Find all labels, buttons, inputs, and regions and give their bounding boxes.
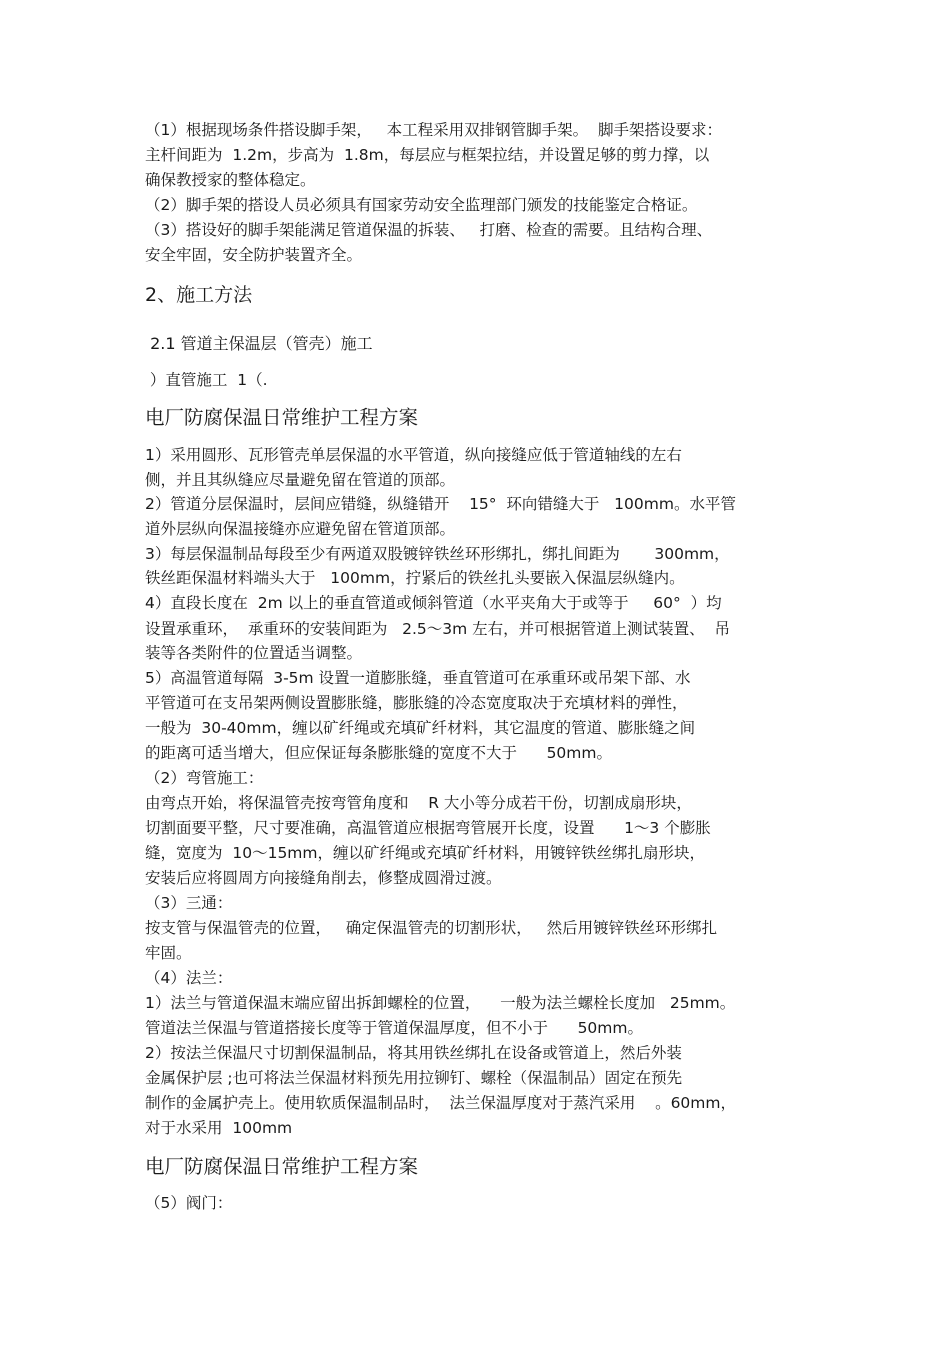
text-line: 一般为 30-40mm，缠以矿纤绳或充填矿纤材料，其它温度的管道、膨胀缝之间 [145, 719, 696, 737]
text-line: （5）阀门： [145, 1194, 233, 1212]
text-line: 2）按法兰保温尺寸切割保温制品，将其用铁丝绑扎在设备或管道上，然后外装 [145, 1044, 682, 1062]
subsection-heading: 2.1 管道主保温层（管壳）施工 [145, 334, 373, 353]
text-line: 由弯点开始，将保温管壳按弯管角度和 R 大小等分成若干份，切割成扇形块， [145, 794, 692, 812]
text-line: 主杆间距为 1.2m，步高为 1.8m，每层应与框架拉结，并设置足够的剪力撑，以 [145, 146, 710, 164]
text-line: 1）采用圆形、瓦形管壳单层保温的水平管道，纵向接缝应低于管道轴线的左右 [145, 446, 682, 464]
text-line: 管道法兰保温与管道搭接长度等于管道保温厚度，但不小于 50mm。 [145, 1019, 643, 1037]
text-line: 切割面要平整，尺寸要准确，高温管道应根据弯管展开长度，设置 1～3 个膨胀 [145, 819, 711, 837]
page-title: 电厂防腐保温日常维护工程方案 [145, 1155, 419, 1178]
text-line: 4）直段长度在 2m 以上的垂直管道或倾斜管道（水平夹角大于或等于 60° ）均 [145, 594, 722, 612]
text-line: 3）每层保温制品每段至少有两道双股镀锌铁丝环形绑扎，绑扎间距为 300mm， [145, 545, 730, 563]
text-line: 装等各类附件的位置适当调整。 [145, 644, 363, 662]
text-line: 牢固。 [145, 944, 192, 962]
page-title: 电厂防腐保温日常维护工程方案 [145, 406, 419, 429]
text-line: 缝，宽度为 10～15mm，缠以矿纤绳或充填矿纤材料，用镀锌铁丝绑扎扇形块， [145, 844, 706, 862]
text-line: 2）管道分层保温时，层间应错缝，纵缝错开 15° 环向错缝大于 100mm。水平管 [145, 495, 736, 513]
text-line: 金属保护层 ;也可将法兰保温材料预先用拉铆钉、螺栓（保温制品）固定在预先 [145, 1069, 683, 1087]
text-line: （3）搭设好的脚手架能满足管道保温的拆装、 打磨、检查的需要。且结构合理、 [145, 221, 713, 239]
text-line: 设置承重环， 承重环的安装间距为 2.5～3m 左右，并可根据管道上测试装置、 吊 [145, 620, 731, 638]
text-line: 平管道可在支吊架两侧设置膨胀缝，膨胀缝的冷态宽度取决于充填材料的弹性， [145, 694, 688, 712]
text-line: ）直管施工 1（. [145, 371, 268, 389]
text-line: 安装后应将圆周方向接缝角削去，修整成圆滑过渡。 [145, 869, 502, 887]
text-line: 侧，并且其纵缝应尽量避免留在管道的顶部。 [145, 471, 456, 489]
text-line: （2）脚手架的搭设人员必须具有国家劳动安全监理部门颁发的技能鉴定合格证。 [145, 196, 698, 214]
text-line: 道外层纵向保温接缝亦应避免留在管道顶部。 [145, 520, 456, 538]
text-line: 安全牢固，安全防护装置齐全。 [145, 246, 363, 264]
text-line: （3）三通： [145, 894, 233, 912]
text-line: 1）法兰与管道保温末端应留出拆卸螺栓的位置， 一般为法兰螺栓长度加 25mm。 [145, 994, 736, 1012]
text-line: 铁丝距保温材料端头大于 100mm，拧紧后的铁丝扎头要嵌入保温层纵缝内。 [145, 569, 685, 587]
section-heading: 2、施工方法 [145, 284, 253, 306]
text-line: （2）弯管施工： [145, 769, 264, 787]
text-line: 5）高温管道每隔 3-5m 设置一道膨胀缝，垂直管道可在承重环或吊架下部、水 [145, 669, 691, 687]
text-line: 按支管与保温管壳的位置， 确定保温管壳的切割形状， 然后用镀锌铁丝环形绑扎 [145, 919, 718, 937]
text-line: 对于水采用 100mm [145, 1119, 293, 1137]
text-line: （1）根据现场条件搭设脚手架， 本工程采用双排钢管脚手架。 脚手架搭设要求： [145, 121, 722, 139]
text-line: （4）法兰： [145, 969, 233, 987]
text-line: 确保教授家的整体稳定。 [145, 171, 316, 189]
text-line: 制作的金属护壳上。使用软质保温制品时， 法兰保温厚度对于蒸汽采用 。60mm， [145, 1094, 736, 1112]
text-line: 的距离可适当增大，但应保证每条膨胀缝的宽度不大于 50mm。 [145, 744, 612, 762]
